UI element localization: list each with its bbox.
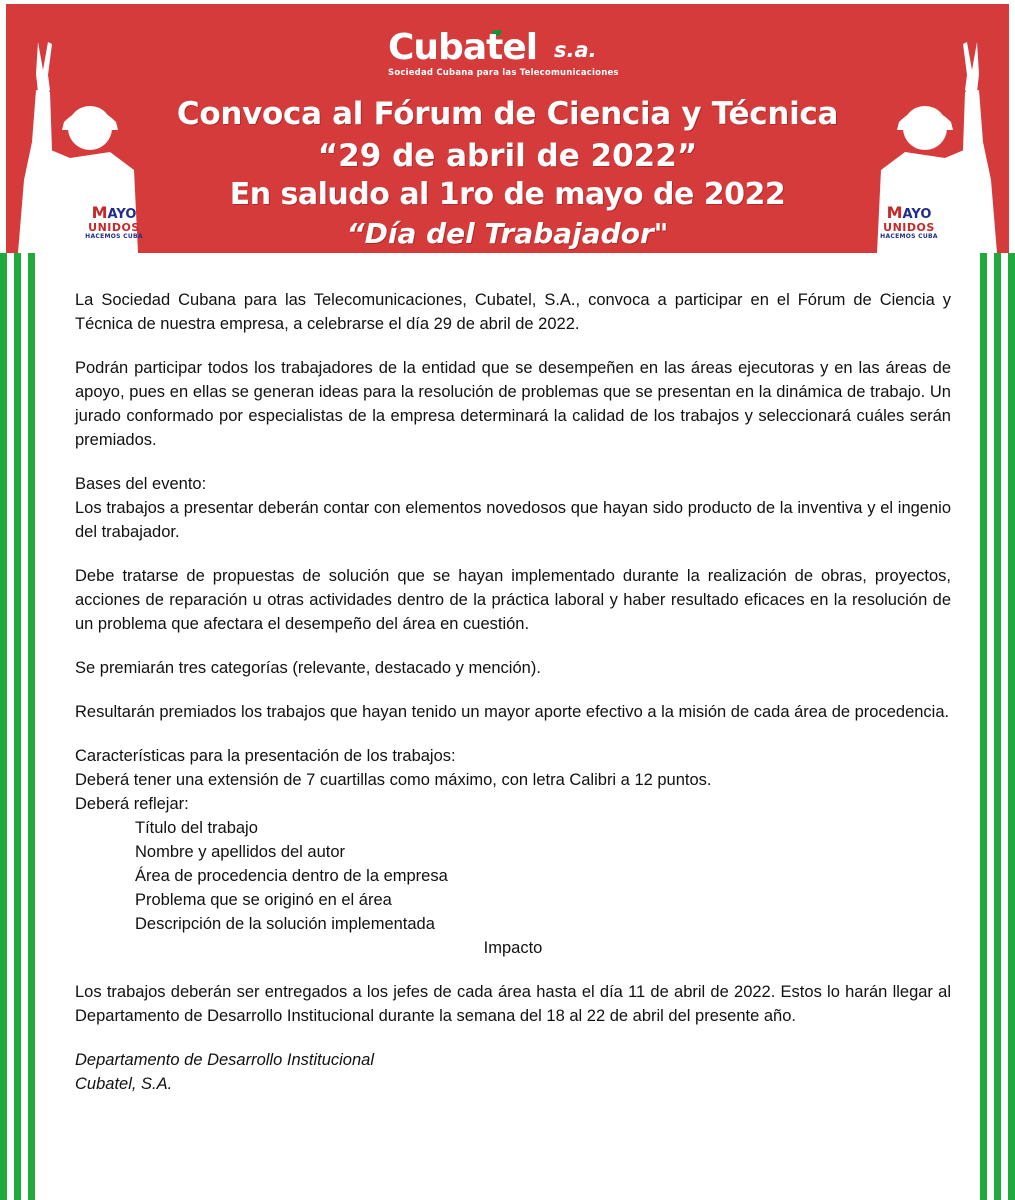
stripe-right-5 <box>1008 253 1015 1200</box>
logo-sa: s.a. <box>554 38 597 62</box>
paragraph-participants: Podrán participar todos los trabajadores de la entidad que se desempeñen en las áreas ejecutoras y en las áreas de apoyo, pues en ellas se generan ideas para la resolución de problemas que se presentan en la dinámica de trabajo. Un jurado conformado por especialistas de la empresa determinará la calidad de los trabajos y seleccionará cuáles serán premiados. <box>75 359 951 449</box>
stripe-left-3 <box>14 253 21 1200</box>
paragraph-delivery: Los trabajos deberán ser entregados a los jefes de cada área hasta el día 11 de abril de 2022. Estos lo harán llegar al Departamento de Desarrollo Institucional durante la semana del 18 al 22 de abril del presente año. <box>75 983 951 1025</box>
banner-title: Convoca al Fórum de Ciencia y Técnica <box>176 96 839 132</box>
signature-department: Departamento de Desarrollo Institucional <box>75 1051 374 1069</box>
mayo-unidos-logo-left: MAYO UNIDOS HACEMOS CUBA <box>85 203 143 240</box>
banner-day: “Día del Trabajador" <box>346 217 669 250</box>
impacto-item: Impacto <box>483 939 543 957</box>
banner-frame-top <box>0 0 1015 4</box>
logo-name: Cubatel <box>388 27 538 68</box>
stripe-right-3 <box>994 253 1001 1200</box>
list-item: Descripción de la solución implementada <box>135 915 435 933</box>
stripe-left-1 <box>0 253 7 1200</box>
caracteristicas-heading: Características para la presentación de los trabajos: <box>75 747 456 765</box>
paragraph-proposals: Debe tratarse de propuestas de solución que se hayan implementado durante la realización de obras, proyectos, acciones de reparación u otras actividades dentro de la práctica laboral y haber resultado eficaces en la resolución de un problema que afectara el desempeño del área en cuestión. <box>75 567 951 633</box>
list-item: Área de procedencia dentro de la empresa <box>135 867 448 885</box>
list-item: Nombre y apellidos del autor <box>135 843 346 861</box>
mayo-unidos-logo-right: MAYO UNIDOS HACEMOS CUBA <box>880 203 938 240</box>
stripe-left-5 <box>28 253 35 1200</box>
paragraph-categories: Se premiarán tres categorías (relevante, destacado y mención). <box>75 659 541 677</box>
extension-line: Deberá tener una extensión de 7 cuartillas como máximo, con letra Calibri a 12 puntos. <box>75 771 712 789</box>
stripe-right-4 <box>1001 253 1008 1200</box>
paragraph-awards: Resultarán premiados los trabajos que hayan tenido un mayor aporte efectivo a la misión de cada área de procedencia. <box>75 703 950 721</box>
list-item: Problema que se originó en el área <box>135 891 392 909</box>
bases-heading: Bases del evento: <box>75 475 207 493</box>
reflejar-line: Deberá reflejar: <box>75 795 189 813</box>
signature-organization: Cubatel, S.A. <box>75 1075 173 1093</box>
stripe-left-4 <box>21 253 28 1200</box>
stripe-right-2 <box>987 253 994 1200</box>
document-body <box>75 288 951 1096</box>
banner-greeting: En saludo al 1ro de mayo de 2022 <box>229 177 786 212</box>
banner-date: “29 de abril de 2022” <box>317 138 698 174</box>
logo-tagline: Sociedad Cubana para las Telecomunicaciones <box>388 68 619 78</box>
list-item: Título del trabajo <box>135 819 258 837</box>
cubatel-logo <box>388 27 628 78</box>
paragraph-novelty: Los trabajos a presentar deberán contar con elementos novedosos que hayan sido producto de la inventiva y el ingenio del trabajador. <box>75 499 951 541</box>
stripe-left-2 <box>7 253 14 1200</box>
header-banner <box>0 0 1015 253</box>
stripe-right-1 <box>980 253 987 1200</box>
paragraph-intro: La Sociedad Cubana para las Telecomunicaciones, Cubatel, S.A., convoca a participar en el Fórum de Ciencia y Técnica de nuestra empresa, a celebrarse el día 29 de abril de 2022. <box>75 291 951 333</box>
